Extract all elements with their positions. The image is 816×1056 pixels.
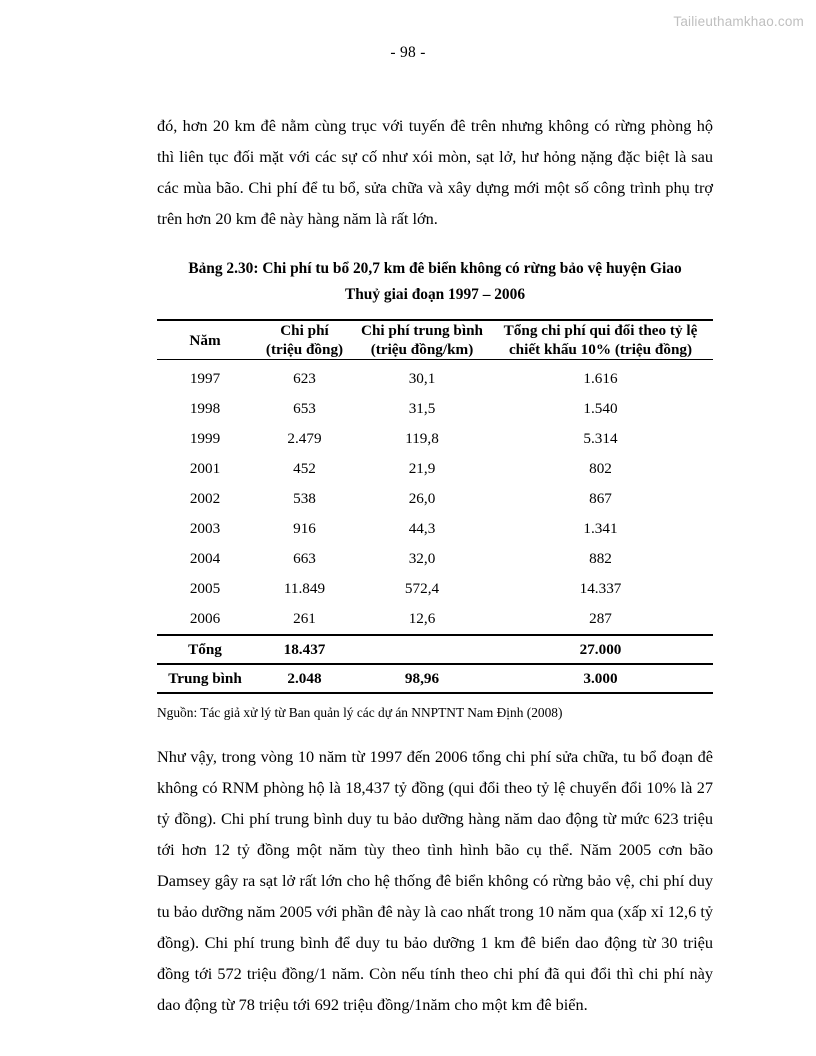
cell-year: 2001 <box>189 460 221 477</box>
cell-year: 2004 <box>189 550 221 567</box>
table-block <box>157 256 713 723</box>
watermark-text: Tailieuthamkhao.com <box>673 14 804 29</box>
table-row <box>157 544 713 574</box>
table-summary <box>157 635 713 693</box>
page-number: - 98 - <box>390 44 426 61</box>
cell-summary-cost: 2.048 <box>287 669 322 687</box>
cell-summary-avg: 98,96 <box>404 669 440 687</box>
cell-avg: 26,0 <box>408 490 436 507</box>
table-header <box>157 320 713 360</box>
table-source-note: Nguồn: Tác giả xử lý từ Ban quản lý các dự án NNPTNT Nam Định (2008) <box>157 705 563 720</box>
content-column <box>157 110 713 1020</box>
cell-summary-avg <box>356 635 488 664</box>
cell-summary-label: Tổng <box>188 640 222 658</box>
table-caption-line-1: Bảng 2.30: Chi phí tu bổ 20,7 km đê biển không có rừng bảo vệ huyện Giao <box>188 260 682 277</box>
summary-row-total <box>157 635 713 664</box>
cell-cost: 261 <box>293 610 316 627</box>
column-header-cost <box>253 320 356 360</box>
column-header-cost-line-1: Chi phí <box>280 322 329 339</box>
cell-total: 882 <box>589 550 612 567</box>
cell-total: 287 <box>589 610 612 627</box>
table-caption-line-2: Thuỷ giai đoạn 1997 – 2006 <box>344 286 526 303</box>
cell-avg: 31,5 <box>408 400 436 417</box>
table-row <box>157 424 713 454</box>
column-header-discounted-total-line-2: chiết khấu 10% (triệu đồng) <box>508 341 693 358</box>
table-row <box>157 454 713 484</box>
table-row <box>157 574 713 604</box>
cell-cost: 452 <box>293 460 316 477</box>
cell-year: 2003 <box>189 520 221 537</box>
cell-avg: 572,4 <box>404 580 440 597</box>
cell-total: 802 <box>589 460 612 477</box>
cell-total: 1.616 <box>583 370 618 387</box>
table-row <box>157 484 713 514</box>
table-body <box>157 360 713 636</box>
table-row <box>157 360 713 395</box>
column-header-average-cost-line-2: (triệu đồng/km) <box>370 341 474 358</box>
cell-year: 2006 <box>189 610 221 627</box>
cell-total: 1.341 <box>583 520 618 537</box>
cell-total: 14.337 <box>579 580 622 597</box>
cell-cost: 538 <box>293 490 316 507</box>
column-header-average-cost <box>356 320 488 360</box>
table-header-row <box>157 320 713 360</box>
table-row <box>157 394 713 424</box>
table-row <box>157 514 713 544</box>
cell-year: 2005 <box>189 580 221 597</box>
cost-table <box>157 319 713 694</box>
cell-summary-label: Trung bình <box>168 669 242 687</box>
cell-total: 5.314 <box>583 430 618 447</box>
column-header-year <box>157 320 253 360</box>
cell-summary-total: 27.000 <box>579 640 622 658</box>
column-header-discounted-total-line-1: Tổng chi phí qui đổi theo tỷ lệ <box>503 322 698 339</box>
cell-year: 1999 <box>189 430 221 447</box>
cell-year: 1997 <box>189 370 221 387</box>
column-header-cost-line-2: (triệu đồng) <box>265 341 344 358</box>
summary-row-average <box>157 664 713 693</box>
column-header-year-line-1: Năm <box>189 331 221 349</box>
cell-cost: 2.479 <box>287 430 322 447</box>
cell-year: 1998 <box>189 400 221 417</box>
table-row <box>157 604 713 635</box>
cell-cost: 916 <box>293 520 316 537</box>
cell-avg: 119,8 <box>405 430 439 447</box>
column-header-discounted-total <box>488 320 713 360</box>
cell-cost: 663 <box>293 550 316 567</box>
cell-summary-total: 3.000 <box>583 669 618 687</box>
cell-avg: 21,9 <box>408 460 436 477</box>
cell-cost: 623 <box>293 370 316 387</box>
opening-paragraph: đó, hơn 20 km đê nằm cùng trục với tuyến đê trên nhưng không có rừng phòng hộ thì liên tục đối mặt với các sự cố như xói mòn, sạt lở, hư hỏng nặng đặc biệt là sau các mùa bão. Chi phí để tu bổ, sửa chữa và xây dựng mới một số công trình phụ trợ trên hơn 20 km đê này hàng năm là rất lớn. <box>157 116 713 228</box>
cell-summary-cost: 18.437 <box>283 640 326 658</box>
table-caption <box>168 256 702 308</box>
cell-year: 2002 <box>189 490 221 507</box>
cell-total: 867 <box>589 490 612 507</box>
cell-avg: 32,0 <box>408 550 436 567</box>
cell-cost: 11.849 <box>283 580 326 597</box>
cell-avg: 44,3 <box>408 520 436 537</box>
cell-avg: 12,6 <box>408 610 436 627</box>
cell-avg: 30,1 <box>408 370 436 387</box>
cell-total: 1.540 <box>583 400 618 417</box>
column-header-average-cost-line-1: Chi phí trung bình <box>361 322 483 339</box>
closing-paragraph: Như vậy, trong vòng 10 năm từ 1997 đến 2006 tổng chi phí sửa chữa, tu bổ đoạn đê không có RNM phòng hộ là 18,437 tỷ đồng (qui đổi theo tỷ lệ chuyển đổi 10% là 27 tỷ đồng). Chi phí trung bình duy tu bảo dưỡng hàng năm dao động từ mức 623 triệu tới hơn 12 tỷ đồng một năm tùy theo tình hình bão cụ thể. Năm 2005 cơn bão Damsey gây ra sạt lở rất lớn cho hệ thống đê biển không có rừng bảo vệ, chi phí duy tu bảo dưỡng năm 2005 với phần đê này là cao nhất trong 10 năm qua (xấp xỉ 12,6 tỷ đồng). Chi phí trung bình để duy tu bảo dưỡng 1 km đê biển dao động từ 30 triệu đồng tới 572 triệu đồng/1 năm. Còn nếu tính theo chi phí đã qui đổi thì chi phí này dao động từ 78 triệu tới 692 triệu đồng/1năm cho một km đê biển. <box>157 747 713 1014</box>
cell-cost: 653 <box>293 400 316 417</box>
